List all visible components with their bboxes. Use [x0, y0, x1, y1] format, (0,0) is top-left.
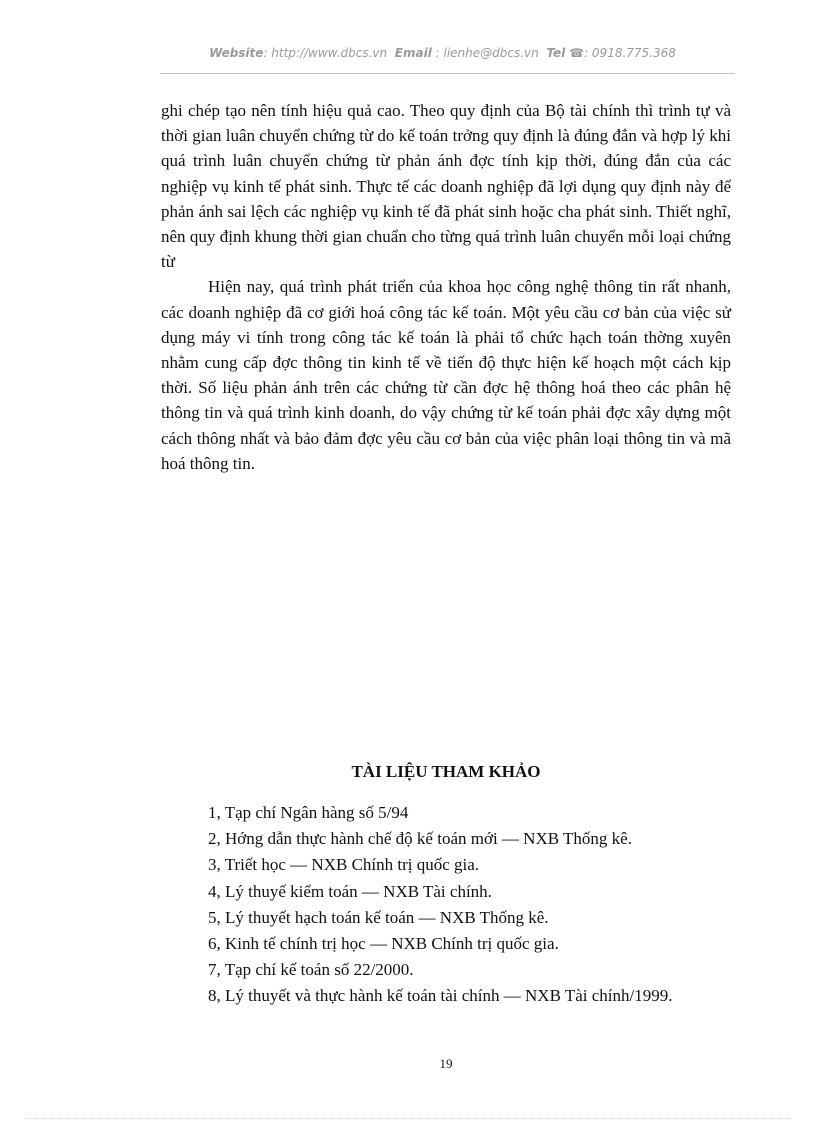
references-title: TÀI LIỆU THAM KHẢO	[351, 762, 541, 781]
paragraph-2: Hiện nay, quá trình phát triển của khoa học công nghệ thông tin rất nhanh, các doanh nghiệp đã cơ giới hoá công tác kế toán. Một yêu cầu cơ bản của việc sử dụng máy vi tính trong công tác kế toán là phải tổ chức hạch toán thờng xuyên nhằm cung cấp đợc thông tin kinh tế về tiến độ thực hiện kế hoạch một cách kịp thời. Số liệu phản ánh trên các chứng từ cần đợc hệ thông hoá theo các phân hệ thông tin và quá trình kinh doanh, do vậy chứng từ kế toán phải đợc xây dựng một cách thông nhất và bảo đảm đợc yêu cầu cơ bản của việc phân loại thông tin và mã hoá thông tin.	[161, 277, 731, 473]
website-value: : http://www.dbcs.vn	[263, 46, 388, 60]
references-list	[161, 800, 731, 1010]
page-header	[150, 46, 735, 60]
website-label: Website	[209, 46, 264, 60]
reference-item: 7, Tạp chí kế toán số 22/2000.	[208, 960, 414, 980]
tel-value: : 0918.775.368	[584, 46, 676, 60]
bottom-divider	[24, 1118, 792, 1119]
reference-item: 3, Triết học — NXB Chính trị quốc gia.	[208, 855, 480, 875]
paragraph-1: ghi chép tạo nên tính hiệu quả cao. Theo quy định của Bộ tài chính thì trình tự và thời gian luân chuyển chứng từ do kế toán trởng quy định là đúng đắn và hợp lý khi quá trình luân chuyển chứng từ phản ánh đợc tính kịp thời, đúng đắn của các nghiệp vụ kinh tế phát sinh. Thực tế các doanh nghiệp đã lợi dụng quy định này để phản ánh sai lệch các nghiệp vụ kinh tế đã phát sinh hoặc cha phát sinh. Thiết nghĩ, nên quy định khung thời gian chuẩn cho từng quá trình luân chuyển mỗi loại chứng từ	[161, 101, 731, 272]
reference-item: 2, Hớng dẫn thực hành chế độ kế toán mới — NXB Thống kê.	[208, 829, 632, 849]
page-number: 19	[439, 1056, 453, 1071]
reference-item: 5, Lý thuyết hạch toán kế toán — NXB Thống kê.	[208, 907, 549, 927]
email-label: Email	[394, 46, 432, 60]
tel-label: Tel	[546, 46, 566, 60]
reference-item: 1, Tạp chí Ngân hàng số 5/94	[208, 803, 409, 822]
reference-item: 8, Lý thuyết và thực hành kế toán tài chính — NXB Tài chính/1999.	[208, 986, 673, 1006]
header-divider	[160, 73, 735, 74]
email-value: : lienhe@dbcs.vn	[435, 46, 539, 60]
reference-item: 4, Lý thuyế kiểm toán — NXB Tài chính.	[208, 881, 492, 901]
phone-icon: ☎	[569, 46, 585, 60]
reference-item: 6, Kinh tế chính trị học — NXB Chính trị quốc gia.	[208, 934, 559, 954]
body-text	[161, 98, 731, 476]
